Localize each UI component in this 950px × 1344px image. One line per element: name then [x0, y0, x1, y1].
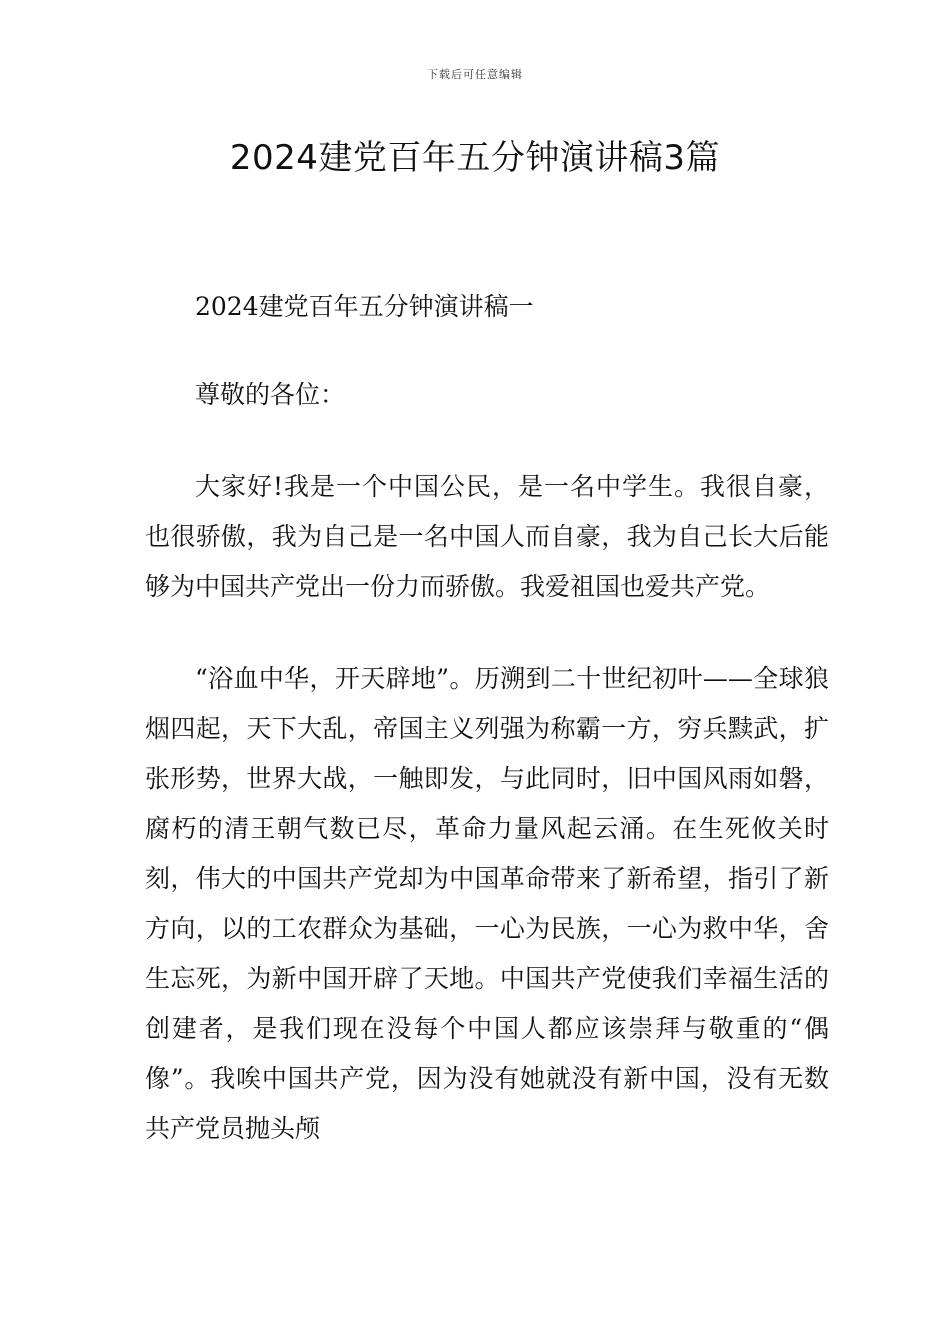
- document-title: 2024建党百年五分钟演讲稿3篇: [229, 138, 721, 178]
- section-heading: 2024建党百年五分钟演讲稿一: [195, 292, 534, 321]
- body-paragraph: 大家好!我是一个中国公民，是一名中学生。我很自豪，也很骄傲，我为自己是一名中国人而自豪，我为自己长大后能够为中国共产党出一份力而骄傲。我爱祖国也爱共产党。: [145, 472, 829, 601]
- document-body: [145, 282, 829, 1154]
- header-note: 下载后可任意编辑: [427, 68, 523, 81]
- body-paragraph: “浴血中华，开天辟地”。历溯到二十世纪初叶——全球狼烟四起，天下大乱，帝国主义列强为称霸一方，穷兵黩武，扩张形势，世界大战，一触即发，与此同时，旧中国风雨如磐，腐朽的清王朝气数已尽，革命力量风起云涌。在生死攸关时刻，伟大的中国共产党却为中国革命带来了新希望，指引了新方向，以的工农群众为基础，一心为民族，一心为救中华，舍生忘死，为新中国开辟了天地。中国共产党使我们幸福生活的创建者，是我们现在没每个中国人都应该崇拜与敬重的“偶像”。我唉中国共产党，因为没有她就没有新中国，没有无数共产党员抛头颅: [145, 664, 829, 1143]
- salutation: 尊敬的各位：: [195, 380, 346, 409]
